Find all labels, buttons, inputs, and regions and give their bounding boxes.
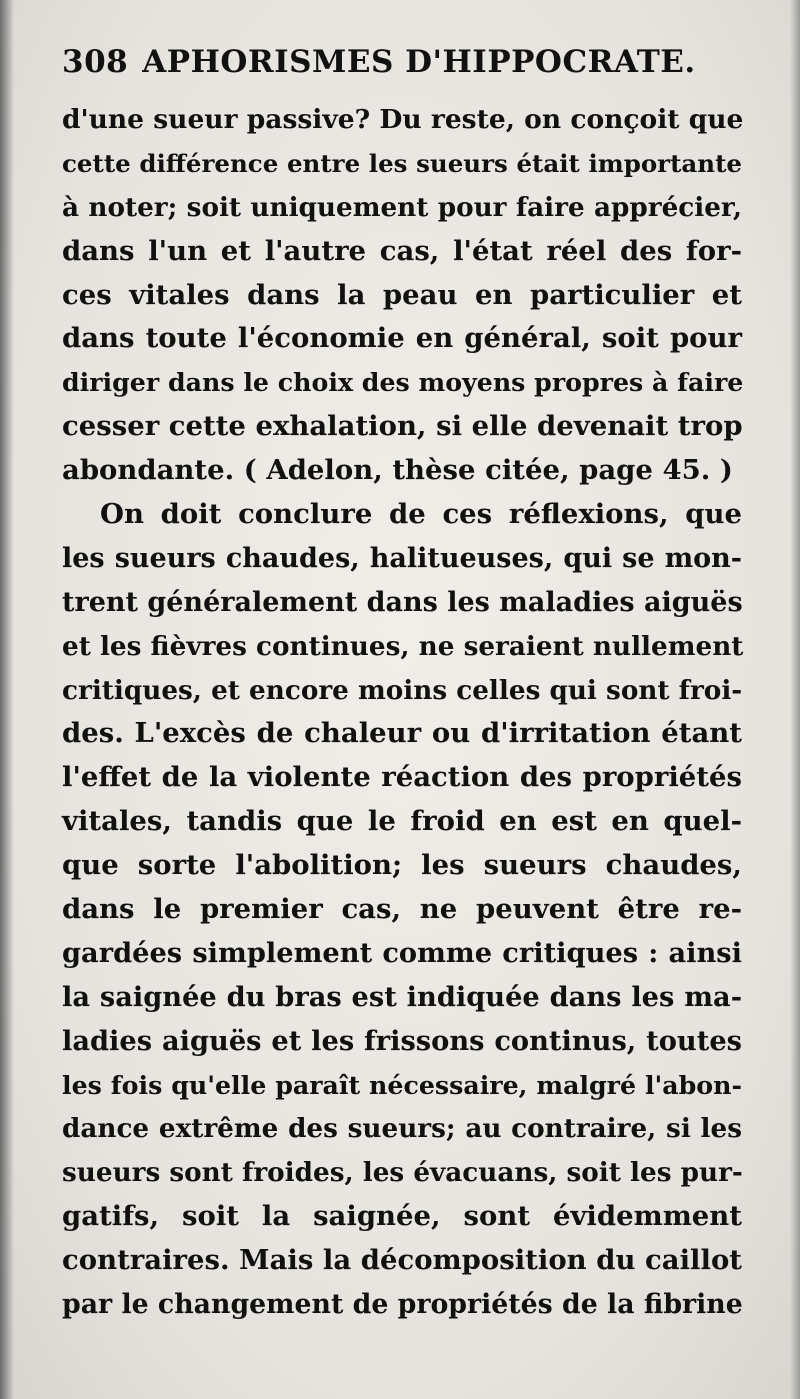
text-line: gardées simplement comme critiques : ainsi: [62, 936, 742, 969]
text-line: dance extrême des sueurs; au contraire, si les: [62, 1113, 742, 1145]
text-line: vitales, tandis que le froid en est en quel-: [62, 805, 742, 838]
text-line: des. L'excès de chaleur ou d'irritation étant: [62, 717, 742, 750]
text-line: les fois qu'elle paraît nécessaire, malgré l'abon-: [62, 1069, 742, 1100]
text-line: dans toute l'économie en général, soit pour: [62, 322, 742, 355]
text-line: l'effet de la violente réaction des propriétés: [62, 761, 742, 794]
text-line: contraires. Mais la décomposition du caillot: [62, 1244, 742, 1277]
page-number: 308: [62, 44, 129, 80]
page-edge-shadow: [790, 0, 800, 1399]
text-line: ces vitales dans la peau en particulier et: [62, 278, 742, 311]
running-header: [62, 44, 742, 80]
text-line: par le changement de propriétés de la fibrine: [62, 1289, 743, 1321]
text-line: gatifs, soit la saignée, sont évidemment: [62, 1200, 742, 1233]
text-line: les sueurs chaudes, halitueuses, qui se mon-: [62, 542, 742, 574]
text-line: cesser cette exhalation, si elle devenait trop: [62, 410, 743, 443]
text-line: et les fièvres continues, ne seraient nullement: [62, 630, 744, 662]
body-text: [62, 98, 742, 1327]
text-line: diriger dans le choix des moyens propres à faire: [62, 367, 744, 398]
text-line: dans l'un et l'autre cas, l'état réel des for-: [62, 234, 742, 267]
binding-shadow: [0, 0, 14, 1399]
text-line: trent généralement dans les maladies aiguës: [62, 586, 743, 618]
text-line: cette différence entre les sueurs était importante: [62, 148, 742, 178]
text-line: sueurs sont froides, les évacuans, soit les pur-: [62, 1157, 743, 1189]
text-line: ladies aiguës et les frissons continus, toutes: [62, 1024, 742, 1057]
text-line: d'une sueur passive? Du reste, on conçoit que: [62, 104, 744, 135]
running-title: APHORISMES D'HIPPOCRATE.: [142, 44, 696, 80]
text-line: que sorte l'abolition; les sueurs chaudes,: [62, 849, 742, 882]
text-line: dans le premier cas, ne peuvent être re-: [62, 893, 742, 926]
text-line: la saignée du bras est indiquée dans les ma-: [62, 980, 742, 1013]
text-line: à noter; soit uniquement pour faire apprécier,: [62, 191, 742, 223]
text-line: abondante. ( Adelon, thèse citée, page 45. ): [62, 454, 733, 487]
paragraph-start-line: On doit conclure de ces réflexions, que: [100, 498, 742, 531]
text-line: critiques, et encore moins celles qui sont froi-: [62, 674, 743, 706]
